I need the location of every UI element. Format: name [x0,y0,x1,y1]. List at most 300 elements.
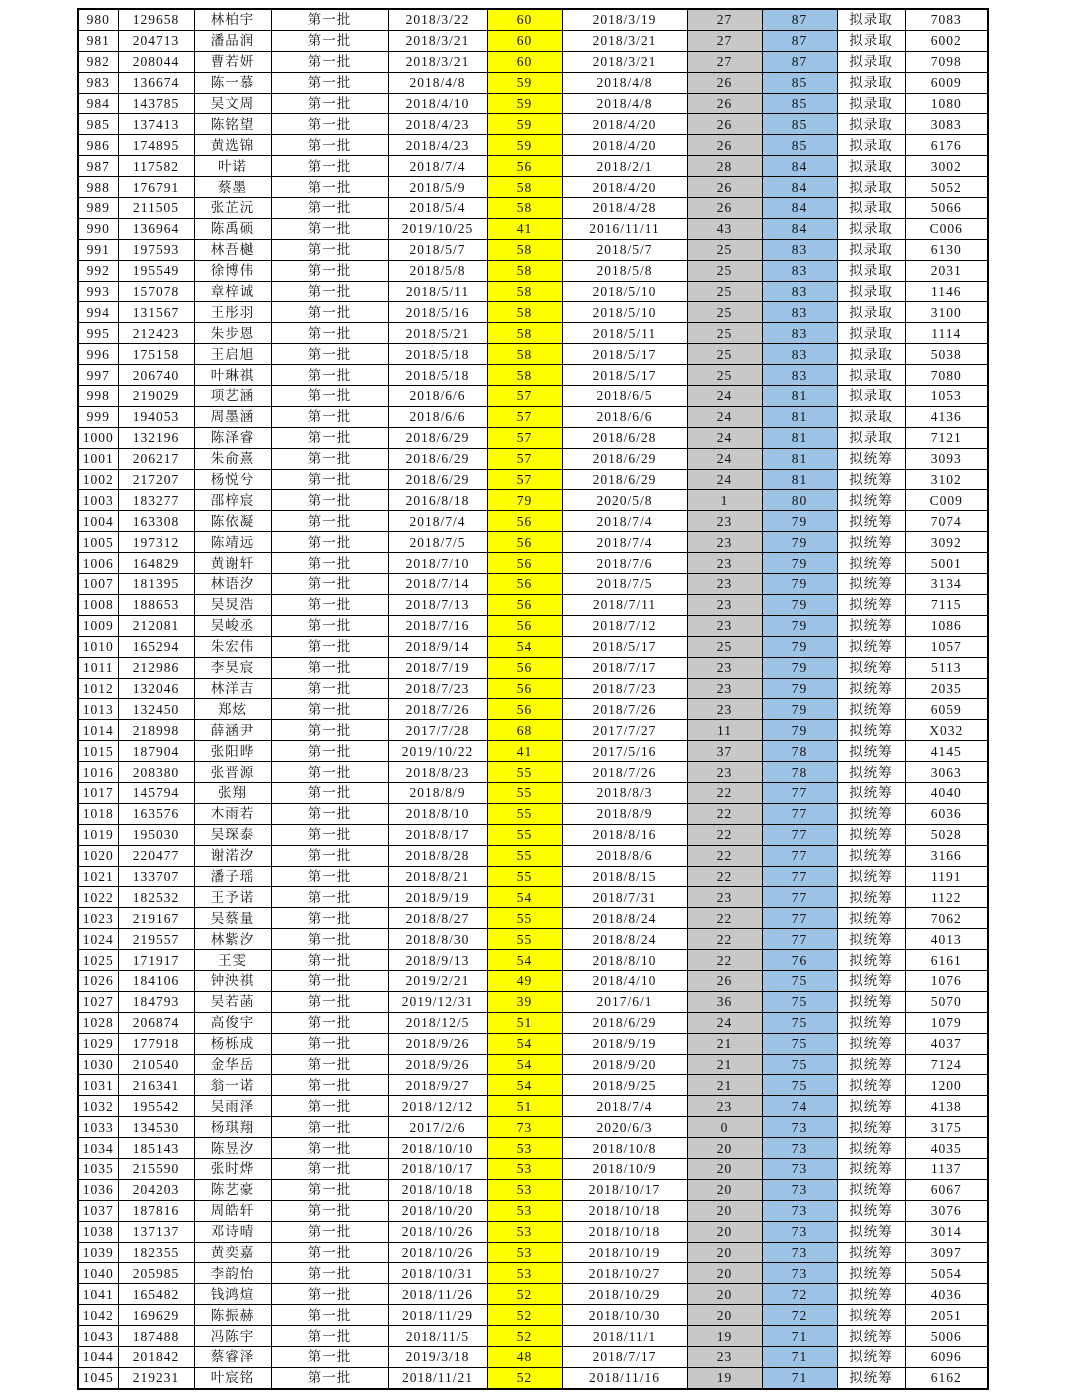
months-cell: 22 [687,782,762,803]
student-id-cell: 183277 [118,490,194,511]
score-cell: 52 [487,1284,562,1305]
months-cell: 22 [687,950,762,971]
date-b-cell: 2018/4/20 [562,177,687,198]
score-cell: 56 [487,574,562,595]
table-row [78,302,988,323]
score-cell: 68 [487,720,562,741]
table-row [78,678,988,699]
date-b-cell: 2018/3/21 [562,51,687,72]
total-score-cell: 77 [762,803,837,824]
total-score-cell: 77 [762,866,837,887]
row-index-cell: 1017 [78,782,118,803]
student-id-cell: 169629 [118,1305,194,1326]
months-cell: 37 [687,741,762,762]
table-row [78,1305,988,1326]
date-b-cell: 2020/5/8 [562,490,687,511]
date-a-cell: 2018/8/27 [388,908,487,929]
batch-cell: 第一批 [271,950,388,971]
status-cell: 拟录取 [837,427,905,448]
row-index-cell: 987 [78,156,118,177]
batch-cell: 第一批 [271,1347,388,1368]
date-a-cell: 2017/2/6 [388,1117,487,1138]
months-cell: 23 [687,574,762,595]
date-a-cell: 2018/12/12 [388,1096,487,1117]
student-name-cell: 吴峻丞 [194,615,271,636]
table-row [78,594,988,615]
batch-cell: 第一批 [271,1305,388,1326]
date-b-cell: 2018/8/24 [562,929,687,950]
date-a-cell: 2018/11/5 [388,1326,487,1347]
total-score-cell: 73 [762,1200,837,1221]
score-cell: 54 [487,636,562,657]
student-name-cell: 周皓轩 [194,1200,271,1221]
student-name-cell: 朱俞熹 [194,448,271,469]
table-row [78,887,988,908]
code-cell: 3100 [905,302,988,323]
row-index-cell: 1013 [78,699,118,720]
score-cell: 58 [487,177,562,198]
score-cell: 55 [487,803,562,824]
table-row [78,762,988,783]
student-id-cell: 163308 [118,511,194,532]
score-cell: 56 [487,594,562,615]
date-b-cell: 2018/7/5 [562,574,687,595]
date-a-cell: 2018/7/26 [388,699,487,720]
status-cell: 拟统筹 [837,1242,905,1263]
months-cell: 25 [687,344,762,365]
table-row [78,427,988,448]
row-index-cell: 990 [78,218,118,239]
code-cell: 5052 [905,177,988,198]
score-cell: 51 [487,1012,562,1033]
total-score-cell: 84 [762,177,837,198]
row-index-cell: 989 [78,198,118,219]
date-a-cell: 2018/9/14 [388,636,487,657]
code-cell: X032 [905,720,988,741]
student-name-cell: 潘品润 [194,30,271,51]
code-cell: 1114 [905,323,988,344]
row-index-cell: 994 [78,302,118,323]
table-row [78,845,988,866]
student-name-cell: 叶琳祺 [194,365,271,386]
date-b-cell: 2018/11/16 [562,1367,687,1388]
score-cell: 58 [487,323,562,344]
status-cell: 拟统筹 [837,1221,905,1242]
date-a-cell: 2018/10/26 [388,1242,487,1263]
student-id-cell: 194053 [118,406,194,427]
code-cell: 4036 [905,1284,988,1305]
student-id-cell: 163576 [118,803,194,824]
batch-cell: 第一批 [271,448,388,469]
batch-cell: 第一批 [271,699,388,720]
status-cell: 拟统筹 [837,1033,905,1054]
table-row [78,657,988,678]
table-row [78,93,988,114]
status-cell: 拟统筹 [837,1326,905,1347]
status-cell: 拟统筹 [837,1367,905,1388]
student-id-cell: 132450 [118,699,194,720]
date-a-cell: 2018/7/4 [388,511,487,532]
batch-cell: 第一批 [271,72,388,93]
code-cell: 7062 [905,908,988,929]
student-name-cell: 蔡墨 [194,177,271,198]
student-name-cell: 林吾樾 [194,239,271,260]
student-name-cell: 邓诗晴 [194,1221,271,1242]
date-b-cell: 2018/8/10 [562,950,687,971]
row-index-cell: 1033 [78,1117,118,1138]
row-index-cell: 981 [78,30,118,51]
batch-cell: 第一批 [271,93,388,114]
status-cell: 拟统筹 [837,448,905,469]
date-b-cell: 2018/10/29 [562,1284,687,1305]
total-score-cell: 83 [762,281,837,302]
student-name-cell: 钟泱祺 [194,970,271,991]
row-index-cell: 991 [78,239,118,260]
date-a-cell: 2018/11/29 [388,1305,487,1326]
student-name-cell: 叶诺 [194,156,271,177]
date-b-cell: 2016/11/11 [562,218,687,239]
row-index-cell: 1031 [78,1075,118,1096]
code-cell: C009 [905,490,988,511]
student-name-cell: 王予诺 [194,887,271,908]
batch-cell: 第一批 [271,1221,388,1242]
code-cell: 3093 [905,448,988,469]
date-b-cell: 2018/8/15 [562,866,687,887]
student-id-cell: 137413 [118,114,194,135]
table-row [78,135,988,156]
table-row [78,260,988,281]
table-row [78,866,988,887]
row-index-cell: 1024 [78,929,118,950]
row-index-cell: 1043 [78,1326,118,1347]
code-cell: 4040 [905,782,988,803]
total-score-cell: 71 [762,1367,837,1388]
date-a-cell: 2018/4/10 [388,93,487,114]
status-cell: 拟统筹 [837,678,905,699]
status-cell: 拟统筹 [837,1305,905,1326]
status-cell: 拟统筹 [837,636,905,657]
batch-cell: 第一批 [271,532,388,553]
row-index-cell: 1042 [78,1305,118,1326]
batch-cell: 第一批 [271,1158,388,1179]
total-score-cell: 85 [762,93,837,114]
row-index-cell: 1011 [78,657,118,678]
row-index-cell: 1002 [78,469,118,490]
code-cell: 1086 [905,615,988,636]
code-cell: 7083 [905,9,988,30]
months-cell: 23 [687,657,762,678]
score-cell: 41 [487,741,562,762]
months-cell: 25 [687,239,762,260]
status-cell: 拟统筹 [837,1138,905,1159]
table-row [78,1263,988,1284]
batch-cell: 第一批 [271,177,388,198]
row-index-cell: 1005 [78,532,118,553]
date-b-cell: 2018/10/27 [562,1263,687,1284]
date-a-cell: 2018/6/6 [388,386,487,407]
status-cell: 拟统筹 [837,511,905,532]
date-b-cell: 2018/7/6 [562,553,687,574]
student-name-cell: 林语汐 [194,574,271,595]
status-cell: 拟统筹 [837,1117,905,1138]
batch-cell: 第一批 [271,1012,388,1033]
table-row [78,198,988,219]
code-cell: 2035 [905,678,988,699]
student-id-cell: 184793 [118,991,194,1012]
months-cell: 20 [687,1242,762,1263]
date-a-cell: 2018/6/6 [388,406,487,427]
student-id-cell: 206217 [118,448,194,469]
total-score-cell: 81 [762,427,837,448]
status-cell: 拟统筹 [837,908,905,929]
score-cell: 59 [487,135,562,156]
date-a-cell: 2018/5/18 [388,365,487,386]
total-score-cell: 73 [762,1221,837,1242]
code-cell: 6009 [905,72,988,93]
table-row [78,1158,988,1179]
total-score-cell: 83 [762,239,837,260]
total-score-cell: 80 [762,490,837,511]
batch-cell: 第一批 [271,1054,388,1075]
code-cell: 5070 [905,991,988,1012]
batch-cell: 第一批 [271,9,388,30]
row-index-cell: 1019 [78,824,118,845]
months-cell: 25 [687,302,762,323]
batch-cell: 第一批 [271,1117,388,1138]
total-score-cell: 79 [762,678,837,699]
row-index-cell: 1014 [78,720,118,741]
row-index-cell: 1023 [78,908,118,929]
months-cell: 21 [687,1075,762,1096]
score-cell: 56 [487,699,562,720]
date-a-cell: 2018/3/22 [388,9,487,30]
table-row [78,636,988,657]
date-a-cell: 2019/10/25 [388,218,487,239]
total-score-cell: 71 [762,1326,837,1347]
total-score-cell: 75 [762,1012,837,1033]
table-row [78,1033,988,1054]
total-score-cell: 84 [762,198,837,219]
student-id-cell: 220477 [118,845,194,866]
code-cell: 6176 [905,135,988,156]
date-a-cell: 2019/3/18 [388,1347,487,1368]
total-score-cell: 83 [762,302,837,323]
score-cell: 79 [487,490,562,511]
row-index-cell: 983 [78,72,118,93]
batch-cell: 第一批 [271,1326,388,1347]
student-id-cell: 197312 [118,532,194,553]
months-cell: 23 [687,615,762,636]
batch-cell: 第一批 [271,908,388,929]
months-cell: 43 [687,218,762,239]
date-b-cell: 2018/7/17 [562,1347,687,1368]
batch-cell: 第一批 [271,30,388,51]
months-cell: 36 [687,991,762,1012]
student-name-cell: 张晋源 [194,762,271,783]
months-cell: 26 [687,135,762,156]
batch-cell: 第一批 [271,344,388,365]
months-cell: 28 [687,156,762,177]
status-cell: 拟录取 [837,156,905,177]
status-cell: 拟录取 [837,365,905,386]
score-cell: 53 [487,1242,562,1263]
total-score-cell: 77 [762,782,837,803]
batch-cell: 第一批 [271,636,388,657]
student-id-cell: 174895 [118,135,194,156]
code-cell: 1137 [905,1158,988,1179]
date-a-cell: 2018/10/18 [388,1179,487,1200]
score-cell: 57 [487,386,562,407]
row-index-cell: 1044 [78,1347,118,1368]
status-cell: 拟统筹 [837,553,905,574]
score-cell: 60 [487,30,562,51]
student-name-cell: 陈一慕 [194,72,271,93]
student-name-cell: 郑炫 [194,699,271,720]
student-id-cell: 208044 [118,51,194,72]
score-cell: 55 [487,908,562,929]
status-cell: 拟统筹 [837,1284,905,1305]
date-b-cell: 2018/10/30 [562,1305,687,1326]
student-id-cell: 181395 [118,574,194,595]
code-cell: 4013 [905,929,988,950]
code-cell: 6067 [905,1179,988,1200]
date-a-cell: 2018/9/13 [388,950,487,971]
code-cell: 5054 [905,1263,988,1284]
batch-cell: 第一批 [271,1242,388,1263]
code-cell: 1053 [905,386,988,407]
status-cell: 拟统筹 [837,615,905,636]
student-id-cell: 206740 [118,365,194,386]
date-a-cell: 2018/11/21 [388,1367,487,1388]
status-cell: 拟录取 [837,260,905,281]
status-cell: 拟录取 [837,302,905,323]
score-cell: 60 [487,51,562,72]
table-row [78,386,988,407]
code-cell: 2051 [905,1305,988,1326]
batch-cell: 第一批 [271,260,388,281]
date-b-cell: 2018/5/17 [562,636,687,657]
date-b-cell: 2018/9/19 [562,1033,687,1054]
total-score-cell: 79 [762,553,837,574]
row-index-cell: 995 [78,323,118,344]
score-cell: 55 [487,929,562,950]
table-row [78,114,988,135]
date-b-cell: 2018/5/7 [562,239,687,260]
student-name-cell: 陈振赫 [194,1305,271,1326]
table-row [78,9,988,30]
total-score-cell: 84 [762,218,837,239]
student-id-cell: 129658 [118,9,194,30]
table-row [78,824,988,845]
batch-cell: 第一批 [271,594,388,615]
months-cell: 0 [687,1117,762,1138]
row-index-cell: 1032 [78,1096,118,1117]
date-b-cell: 2018/10/17 [562,1179,687,1200]
status-cell: 拟统筹 [837,469,905,490]
score-cell: 53 [487,1179,562,1200]
date-b-cell: 2018/3/21 [562,30,687,51]
status-cell: 拟录取 [837,218,905,239]
student-id-cell: 212423 [118,323,194,344]
batch-cell: 第一批 [271,198,388,219]
total-score-cell: 75 [762,1054,837,1075]
score-cell: 56 [487,678,562,699]
batch-cell: 第一批 [271,553,388,574]
score-cell: 57 [487,427,562,448]
date-a-cell: 2018/9/27 [388,1075,487,1096]
code-cell: 1080 [905,93,988,114]
table-body [78,9,988,1389]
score-cell: 57 [487,406,562,427]
total-score-cell: 73 [762,1242,837,1263]
date-b-cell: 2018/6/6 [562,406,687,427]
date-b-cell: 2018/10/8 [562,1138,687,1159]
row-index-cell: 1028 [78,1012,118,1033]
total-score-cell: 75 [762,1075,837,1096]
date-b-cell: 2018/9/20 [562,1054,687,1075]
code-cell: 6002 [905,30,988,51]
score-cell: 56 [487,511,562,532]
student-name-cell: 项艺涵 [194,386,271,407]
months-cell: 20 [687,1179,762,1200]
date-a-cell: 2018/10/31 [388,1263,487,1284]
row-index-cell: 1018 [78,803,118,824]
student-name-cell: 王雯 [194,950,271,971]
student-id-cell: 212081 [118,615,194,636]
code-cell: 1200 [905,1075,988,1096]
months-cell: 25 [687,365,762,386]
student-name-cell: 陈铭望 [194,114,271,135]
student-name-cell: 林洋吉 [194,678,271,699]
student-id-cell: 195549 [118,260,194,281]
student-id-cell: 211505 [118,198,194,219]
status-cell: 拟录取 [837,406,905,427]
months-cell: 25 [687,323,762,344]
table-row [78,1179,988,1200]
student-id-cell: 182532 [118,887,194,908]
months-cell: 24 [687,469,762,490]
student-id-cell: 134530 [118,1117,194,1138]
student-id-cell: 216341 [118,1075,194,1096]
student-name-cell: 张阳晔 [194,741,271,762]
date-a-cell: 2019/12/31 [388,991,487,1012]
student-name-cell: 曹若妍 [194,51,271,72]
batch-cell: 第一批 [271,615,388,636]
code-cell: 3002 [905,156,988,177]
status-cell: 拟录取 [837,239,905,260]
months-cell: 20 [687,1284,762,1305]
total-score-cell: 83 [762,365,837,386]
date-a-cell: 2018/8/23 [388,762,487,783]
date-b-cell: 2018/7/12 [562,615,687,636]
row-index-cell: 1029 [78,1033,118,1054]
date-b-cell: 2017/7/27 [562,720,687,741]
score-cell: 39 [487,991,562,1012]
status-cell: 拟统筹 [837,887,905,908]
student-name-cell: 谢渃汐 [194,845,271,866]
code-cell: 3102 [905,469,988,490]
student-id-cell: 176791 [118,177,194,198]
table-row [78,344,988,365]
code-cell: 6096 [905,1347,988,1368]
date-a-cell: 2016/8/18 [388,490,487,511]
date-a-cell: 2018/7/4 [388,156,487,177]
student-id-cell: 187488 [118,1326,194,1347]
batch-cell: 第一批 [271,1367,388,1388]
score-cell: 58 [487,281,562,302]
code-cell: 3076 [905,1200,988,1221]
batch-cell: 第一批 [271,678,388,699]
